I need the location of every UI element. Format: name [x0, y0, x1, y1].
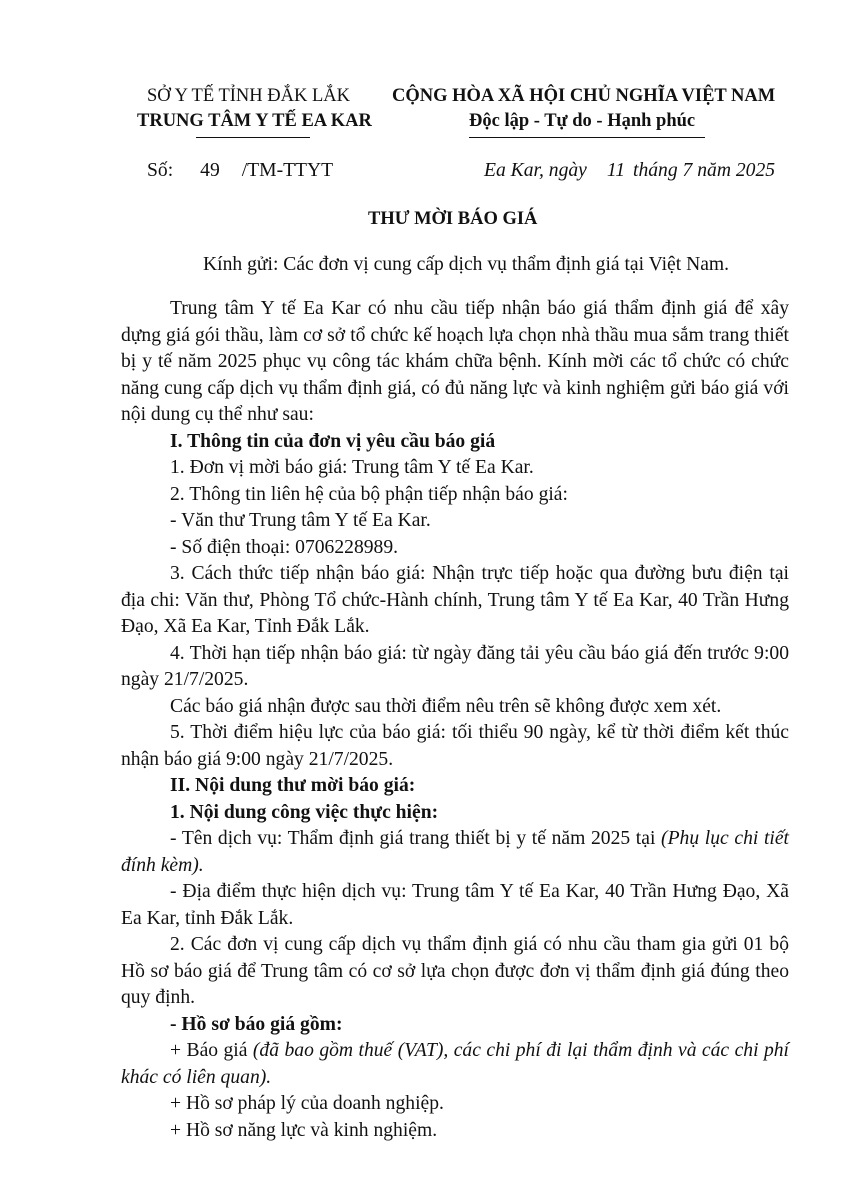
date-rest: tháng 7 năm 2025 [633, 160, 776, 181]
dossier-heading: - Hồ sơ báo giá gồm: [170, 1013, 343, 1035]
service-appendix-note: (Phụ lục chi tiết đính kèm). [121, 828, 789, 876]
number-suffix: /TM-TTYT [241, 160, 334, 181]
section1-item1: 1. Đơn vị mời báo giá: Trung tâm Y tế Ea Kar. [170, 457, 534, 478]
document-date [484, 160, 775, 182]
section1-item2a: - Văn thư Trung tâm Y tế Ea Kar. [170, 510, 431, 531]
document-number [147, 160, 333, 182]
motto-underline [469, 137, 705, 138]
dossier-item2: + Hồ sơ pháp lý của doanh nghiệp. [170, 1093, 444, 1114]
dossier-item3: + Hồ sơ năng lực và kinh nghiệm. [170, 1119, 438, 1141]
intro-paragraph: Trung tâm Y tế Ea Kar có nhu cầu tiếp nhận báo giá thẩm định giá để xây dựng giá gói thầu, làm cơ sở tổ chức kế hoạch lựa chọn nhà thầu mua sắm trang thiết bị y tế năm 2025 phục vụ công tác khám chữa bệnh. Kính mời các tổ chức có chức năng cung cấp dịch vụ thẩm định giá, có đủ năng lực và kinh nghiệm gửi báo giá với nội dung cụ thể như sau: [121, 298, 789, 425]
section1-item5: 5. Thời điểm hiệu lực của báo giá: tối thiểu 90 ngày, kể từ thời điểm kết thúc nhận báo giá 9:00 ngày 21/7/2025. [121, 722, 789, 770]
service-name [121, 826, 789, 879]
date-day: 11 [606, 160, 626, 181]
section1-item4-note: Các báo giá nhận được sau thời điểm nêu trên sẽ không được xem xét. [170, 695, 722, 717]
section2-item2: 2. Các đơn vị cung cấp dịch vụ thẩm định giá có nhu cầu tham gia gửi 01 bộ Hồ sơ báo giá để Trung tâm có cơ sở lựa chọn được đơn vị thẩm định giá đúng theo quy định. [121, 934, 789, 1008]
page-title: THƯ MỜI BÁO GIÁ [368, 209, 538, 229]
recipient-line: Kính gửi: Các đơn vị cung cấp dịch vụ thẩm định giá tại Việt Nam. [203, 254, 730, 275]
agency-name: TRUNG TÂM Y TẾ EA KAR [137, 111, 372, 131]
section1-item2b: - Số điện thoại: 0706228989. [170, 536, 399, 558]
section1-item3: 3. Cách thức tiếp nhận báo giá: Nhận trực tiếp hoặc qua đường bưu điện tại địa chi: Văn thư, Phòng Tổ chức-Hành chính, Trung tâm Y tế Ea Kar, 40 Trần Hưng Đạo, Xã Ea Kar, Tỉnh Đắk Lắk. [121, 563, 789, 637]
national-title: CỘNG HÒA XÃ HỘI CHỦ NGHĨA VIỆT NAM [392, 86, 776, 106]
dossier-item1 [121, 1038, 789, 1091]
section1-item4: 4. Thời hạn tiếp nhận báo giá: từ ngày đăng tải yêu cầu báo giá đến trước 9:00 ngày 21/7/2025. [121, 642, 789, 690]
section1-heading: I. Thông tin của đơn vị yêu cầu báo giá [170, 430, 496, 452]
service-prefix: - Tên dịch vụ: Thẩm định giá trang thiết bị y tế năm 2025 tại [170, 828, 662, 849]
dossier1-note: (đã bao gồm thuế (VAT), các chi phí đi lại thẩm định và các chi phí khác có liên quan). [121, 1040, 789, 1088]
letter-body [121, 296, 789, 1144]
date-prefix: Ea Kar, ngày [484, 160, 587, 181]
section1-item2: 2. Thông tin liên hệ của bộ phận tiếp nhận báo giá: [170, 483, 568, 505]
dossier1-prefix: + Báo giá [170, 1040, 253, 1061]
number-label: Số: [147, 160, 174, 181]
service-location: - Địa điểm thực hiện dịch vụ: Trung tâm Y tế Ea Kar, 40 Trần Hưng Đạo, Xã Ea Kar, tỉnh Đắk Lắk. [121, 881, 789, 929]
section2-sub1: 1. Nội dung công việc thực hiện: [170, 801, 439, 823]
agency-parent: SỞ Y TẾ TỈNH ĐẮK LẮK [147, 86, 350, 106]
number-value: 49 [200, 160, 220, 181]
section2-heading: II. Nội dung thư mời báo giá: [170, 775, 416, 796]
national-motto: Độc lập - Tự do - Hạnh phúc [469, 111, 696, 131]
agency-underline [196, 137, 310, 138]
